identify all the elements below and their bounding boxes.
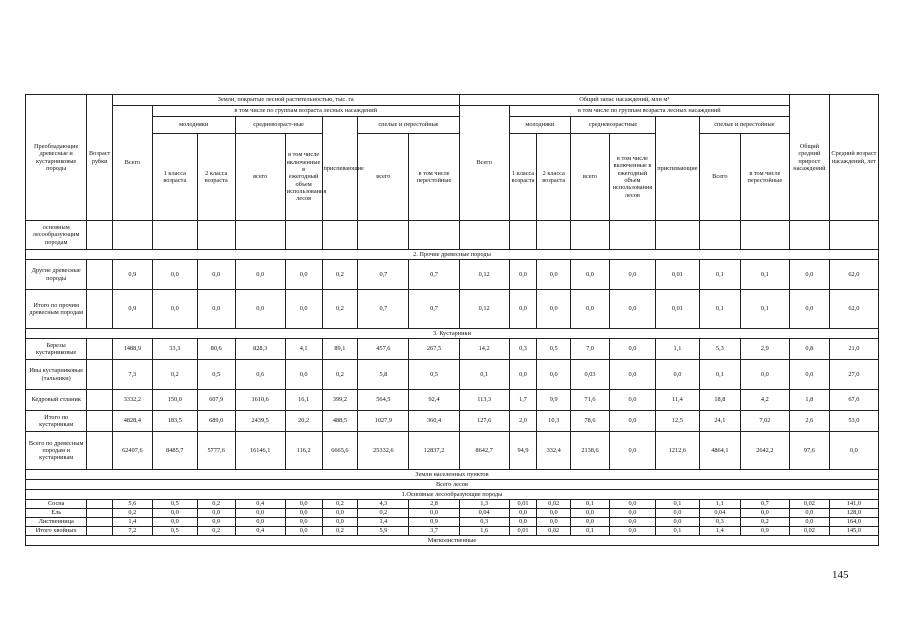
cell: 7,02 — [740, 411, 789, 432]
class2-header: 2 класса возраста — [197, 134, 235, 221]
cell: 0,0 — [789, 518, 829, 527]
mature-over-header: в том числе перестойные — [409, 134, 459, 221]
cell: 4,3 — [358, 500, 409, 509]
cell: 18,8 — [699, 390, 740, 411]
table-row — [26, 411, 879, 432]
cell: 0,2 — [740, 518, 789, 527]
stock-class2-header: 2 класса возраста — [537, 134, 571, 221]
cell: 67,0 — [829, 390, 878, 411]
section-row — [26, 329, 879, 339]
cell: 1,7 — [509, 390, 537, 411]
cell: 7,0 — [571, 339, 610, 360]
cell: 0,5 — [409, 360, 459, 390]
cell: 0,5 — [152, 500, 197, 509]
cell: 0,1 — [740, 290, 789, 329]
cell: 0,1 — [459, 360, 509, 390]
cell: 141,0 — [829, 500, 878, 509]
cell: 25332,6 — [358, 432, 409, 470]
cell: 71,6 — [571, 390, 610, 411]
stock-total-header: Всего — [459, 106, 509, 221]
cell: 0,9 — [112, 260, 152, 290]
cell: 0,0 — [537, 518, 571, 527]
table-row — [26, 390, 879, 411]
cell: 0,01 — [509, 500, 537, 509]
cell: 0,0 — [152, 260, 197, 290]
row-name: Лиственница — [26, 518, 87, 527]
cell: 457,6 — [358, 339, 409, 360]
cell: 0,0 — [235, 260, 285, 290]
stock-mid-all-header: всего — [571, 134, 610, 221]
mid-header: средневозраст-ные — [235, 117, 322, 134]
cell: 0,2 — [197, 500, 235, 509]
cell: 1488,9 — [112, 339, 152, 360]
cell: 1,1 — [655, 339, 699, 360]
cell: 21,0 — [829, 339, 878, 360]
cell: 360,4 — [409, 411, 459, 432]
cell: 0,0 — [197, 290, 235, 329]
cell: 0,02 — [789, 500, 829, 509]
cell: 0,1 — [699, 260, 740, 290]
cell: 0,0 — [609, 390, 655, 411]
cell: 2,0 — [509, 411, 537, 432]
cell: 0,0 — [509, 509, 537, 518]
stock-pre-header: приспевающие — [655, 117, 699, 221]
cell: 0,0 — [537, 260, 571, 290]
row-name: Ивы кустарниковые (тальники) — [26, 360, 87, 390]
cell: 97,6 — [789, 432, 829, 470]
cell: 113,3 — [459, 390, 509, 411]
cell: 1,4 — [358, 518, 409, 527]
cell: 0,0 — [655, 509, 699, 518]
cell: 0,04 — [459, 509, 509, 518]
table-row — [26, 518, 879, 527]
cell: 488,5 — [322, 411, 358, 432]
cell: 0,7 — [740, 500, 789, 509]
growth-header: Общий средний прирост насаждений — [789, 95, 829, 221]
table-row — [26, 260, 879, 290]
cell: 0,2 — [152, 360, 197, 390]
cell: 8485,7 — [152, 432, 197, 470]
table-row — [26, 432, 879, 470]
cell: 0,0 — [789, 260, 829, 290]
cell: 0,0 — [609, 500, 655, 509]
cell: 0,0 — [571, 509, 610, 518]
cell: 89,1 — [322, 339, 358, 360]
stock-young-header: молодняки — [509, 117, 570, 134]
cell: 2642,2 — [740, 432, 789, 470]
cell: 5,9 — [358, 527, 409, 536]
cell: 0,0 — [609, 339, 655, 360]
cell: 62407,6 — [112, 432, 152, 470]
section-row — [26, 470, 879, 480]
cell: 607,9 — [197, 390, 235, 411]
cell: 4,2 — [740, 390, 789, 411]
section-other: 2. Прочие древесные породы — [26, 250, 879, 260]
stock-mid-header: средневозрастные — [571, 117, 656, 134]
cell: 0,2 — [322, 527, 358, 536]
cell: 0,5 — [152, 527, 197, 536]
cell: 0,3 — [699, 518, 740, 527]
cell: 0,7 — [358, 290, 409, 329]
section-main-species: 1.Основные лесообразующие породы — [26, 490, 879, 500]
cell: 0,0 — [609, 411, 655, 432]
cell: 0,7 — [409, 260, 459, 290]
cell: 78,6 — [571, 411, 610, 432]
cell: 4,1 — [285, 339, 322, 360]
row-name: Кедровый стланик — [26, 390, 87, 411]
mature-all-header: всего — [358, 134, 409, 221]
area-total-header: Всего — [112, 106, 152, 221]
cell: 7,2 — [112, 527, 152, 536]
cell: 0,0 — [285, 260, 322, 290]
avg-age-header: Средний возраст насаждений, лет — [829, 95, 878, 221]
cell: 0,02 — [537, 527, 571, 536]
cell: 0,0 — [322, 509, 358, 518]
cell: 80,6 — [197, 339, 235, 360]
cell: 0,03 — [571, 360, 610, 390]
cell: 128,0 — [829, 509, 878, 518]
cell: 0,0 — [789, 360, 829, 390]
section-row — [26, 480, 879, 490]
page-number: 145 — [832, 569, 849, 581]
cell: 0,0 — [609, 260, 655, 290]
area-group-header: Земли, покрытые лесной растительностью, тыс. га — [112, 95, 459, 106]
cell: 0,0 — [152, 290, 197, 329]
cell: 0,0 — [509, 360, 537, 390]
cell: 0,01 — [655, 290, 699, 329]
cell: 2138,6 — [571, 432, 610, 470]
cell: 3,7 — [409, 527, 459, 536]
section-softwood: Мягколиственные — [26, 536, 879, 546]
cell: 0,1 — [571, 527, 610, 536]
section-row — [26, 490, 879, 500]
table-row — [26, 360, 879, 390]
cell: 0,0 — [789, 509, 829, 518]
cell: 62,0 — [829, 290, 878, 329]
cell: 2,8 — [409, 500, 459, 509]
cell: 9,9 — [537, 390, 571, 411]
row-name: Другие древесные породы — [26, 260, 87, 290]
cell: 62,0 — [829, 260, 878, 290]
cell: 0,3 — [509, 339, 537, 360]
cell: 0,6 — [235, 360, 285, 390]
cell: 150,0 — [152, 390, 197, 411]
area-by-age-header: в том числе по группам возраста лесных насаждений — [152, 106, 459, 117]
row-name: Березы кустарниковые — [26, 339, 87, 360]
row-name: Ель — [26, 509, 87, 518]
cell: 0,04 — [699, 509, 740, 518]
cell: 828,3 — [235, 339, 285, 360]
cell: 0,0 — [285, 290, 322, 329]
cell: 127,6 — [459, 411, 509, 432]
table-row — [26, 527, 879, 536]
cell: 3332,2 — [112, 390, 152, 411]
cell: 0,1 — [740, 260, 789, 290]
cell: 0,0 — [509, 260, 537, 290]
cell: 0,0 — [235, 509, 285, 518]
mid-all-header: всего — [235, 134, 285, 221]
cell: 1,6 — [459, 527, 509, 536]
cell: 689,0 — [197, 411, 235, 432]
species-header: Преобладающие древесные и кустарниковые породы — [26, 95, 87, 221]
section-all-forest: Всего лесов — [26, 480, 879, 490]
cell: 0,0 — [571, 290, 610, 329]
cell: 0,0 — [285, 509, 322, 518]
cell: 16,1 — [285, 390, 322, 411]
cell: 12,5 — [655, 411, 699, 432]
cell: 20,2 — [285, 411, 322, 432]
stock-by-age-header: в том числе по группам возраста лесных насаждений — [509, 106, 789, 117]
cell: 0,1 — [655, 500, 699, 509]
cell: 0,0 — [609, 527, 655, 536]
cell: 11,4 — [655, 390, 699, 411]
cell: 0,2 — [197, 527, 235, 536]
cell: 2439,5 — [235, 411, 285, 432]
mature-header: спелые и перестойные — [358, 117, 459, 134]
age-header: Возраст рубки — [87, 95, 113, 221]
cell: 1610,6 — [235, 390, 285, 411]
cell: 24,1 — [699, 411, 740, 432]
cell: 0,0 — [409, 509, 459, 518]
cell: 33,3 — [152, 339, 197, 360]
cell: 0,1 — [655, 527, 699, 536]
row-name: Сосна — [26, 500, 87, 509]
cell: 0,0 — [740, 509, 789, 518]
cell: 0,5 — [537, 339, 571, 360]
cell: 0,1 — [571, 500, 610, 509]
forest-fund-table — [25, 94, 879, 546]
stock-group-header: Общий запас насаждений, млн м³ — [459, 95, 789, 106]
cell: 0,7 — [358, 260, 409, 290]
cell: 0,1 — [699, 290, 740, 329]
cell: 332,4 — [537, 432, 571, 470]
stock-class1-header: 1 класса возраста — [509, 134, 537, 221]
cell: 0,0 — [285, 500, 322, 509]
cell: 0,0 — [609, 360, 655, 390]
table-row — [26, 509, 879, 518]
cell: 5,8 — [358, 360, 409, 390]
row-name: Итого по прочим древесным породам — [26, 290, 87, 329]
class1-header: 1 класса возраста — [152, 134, 197, 221]
cell: 0,0 — [537, 509, 571, 518]
cell: 5777,6 — [197, 432, 235, 470]
cell: 0,2 — [322, 500, 358, 509]
cell: 0,9 — [112, 290, 152, 329]
cell: 0,0 — [789, 290, 829, 329]
cell: 0,02 — [537, 500, 571, 509]
cell: 0,0 — [740, 360, 789, 390]
cell: 0,0 — [509, 290, 537, 329]
cell: 0,0 — [655, 360, 699, 390]
cell: 6665,6 — [322, 432, 358, 470]
row-name: Итого по кустарникам — [26, 411, 87, 432]
section-row — [26, 250, 879, 260]
cell: 5,6 — [112, 500, 152, 509]
cell: 1,4 — [699, 527, 740, 536]
mid-incl-header: в том числе включенные в ежегодный объем использования лесов — [285, 134, 322, 221]
cell: 0,0 — [197, 509, 235, 518]
cell: 0,3 — [459, 518, 509, 527]
cell: 0,0 — [152, 518, 197, 527]
cell: 0,02 — [789, 527, 829, 536]
stock-mature-all-header: Всего — [699, 134, 740, 221]
cell: 0,2 — [322, 360, 358, 390]
cell: 0,5 — [197, 360, 235, 390]
cell: 0,8 — [789, 339, 829, 360]
cell: 0,2 — [358, 509, 409, 518]
cell: 0,0 — [197, 260, 235, 290]
cell: 0,0 — [655, 518, 699, 527]
table-row — [26, 290, 879, 329]
cell: 0,01 — [509, 527, 537, 536]
pre-header: приспевающие — [322, 117, 358, 221]
cell: 92,4 — [409, 390, 459, 411]
cell: 0,0 — [285, 518, 322, 527]
cell: 0,0 — [285, 527, 322, 536]
cell: 0,4 — [235, 500, 285, 509]
cell: 0,0 — [609, 290, 655, 329]
cell: 267,5 — [409, 339, 459, 360]
cell: 5,3 — [699, 339, 740, 360]
cell: 0,7 — [409, 290, 459, 329]
cell: 0,9 — [740, 527, 789, 536]
stock-mature-over-header: в том числе перестойные — [740, 134, 789, 221]
cell: 0,9 — [409, 518, 459, 527]
table-row — [26, 339, 879, 360]
cell: 16146,1 — [235, 432, 285, 470]
cell: 0,4 — [235, 527, 285, 536]
cell: 8642,7 — [459, 432, 509, 470]
stock-mature-header: спелые и перестойные — [699, 117, 789, 134]
cell: 0,12 — [459, 290, 509, 329]
cell: 0,0 — [285, 360, 322, 390]
cell: 0,0 — [537, 360, 571, 390]
cell: 564,5 — [358, 390, 409, 411]
table-row — [26, 500, 879, 509]
cell: 116,2 — [285, 432, 322, 470]
cell: 0,12 — [459, 260, 509, 290]
section-shrubs: 3. Кустарники — [26, 329, 879, 339]
cell: 0,2 — [322, 260, 358, 290]
cell: 0,0 — [609, 509, 655, 518]
cell: 10,3 — [537, 411, 571, 432]
table-row — [26, 221, 879, 250]
section-row — [26, 536, 879, 546]
cell: 1027,9 — [358, 411, 409, 432]
cell: 1,1 — [699, 500, 740, 509]
cell: 14,2 — [459, 339, 509, 360]
cell: 4864,1 — [699, 432, 740, 470]
cell: 0,01 — [655, 260, 699, 290]
cell: 7,3 — [112, 360, 152, 390]
cell: 12837,2 — [409, 432, 459, 470]
cell: 27,0 — [829, 360, 878, 390]
cell: 94,9 — [509, 432, 537, 470]
cell: 4828,4 — [112, 411, 152, 432]
cell: 0,1 — [699, 360, 740, 390]
cell: 399,2 — [322, 390, 358, 411]
cell: 0,0 — [322, 518, 358, 527]
row-name: основным лесообразующим породам — [26, 221, 87, 250]
cell: 0,0 — [609, 432, 655, 470]
cell: 2,6 — [789, 411, 829, 432]
stock-mid-incl-header: в том числе включенные в ежегодный объем использования лесов — [609, 134, 655, 221]
cell: 0,0 — [197, 518, 235, 527]
cell: 183,5 — [152, 411, 197, 432]
cell: 1212,6 — [655, 432, 699, 470]
section-settlement: Земли населенных пунктов — [26, 470, 879, 480]
cell: 1,3 — [459, 500, 509, 509]
cell: 0,0 — [571, 518, 610, 527]
cell: 1,8 — [789, 390, 829, 411]
cell: 53,0 — [829, 411, 878, 432]
cell: 0,0 — [537, 290, 571, 329]
cell: 0,0 — [509, 518, 537, 527]
cell: 145,0 — [829, 527, 878, 536]
cell: 0,0 — [829, 432, 878, 470]
cell: 0,0 — [235, 518, 285, 527]
cell: 164,0 — [829, 518, 878, 527]
cell: 0,0 — [609, 518, 655, 527]
cell: 0,0 — [571, 260, 610, 290]
cell: 0,2 — [112, 509, 152, 518]
cell: 0,0 — [152, 509, 197, 518]
cell: 0,0 — [235, 290, 285, 329]
cell: 1,4 — [112, 518, 152, 527]
row-name: Всего по древесным породам и кустарникам — [26, 432, 87, 470]
cell: 0,2 — [322, 290, 358, 329]
row-name: Итого хвойных — [26, 527, 87, 536]
cell: 2,9 — [740, 339, 789, 360]
young-header: молодняки — [152, 117, 235, 134]
